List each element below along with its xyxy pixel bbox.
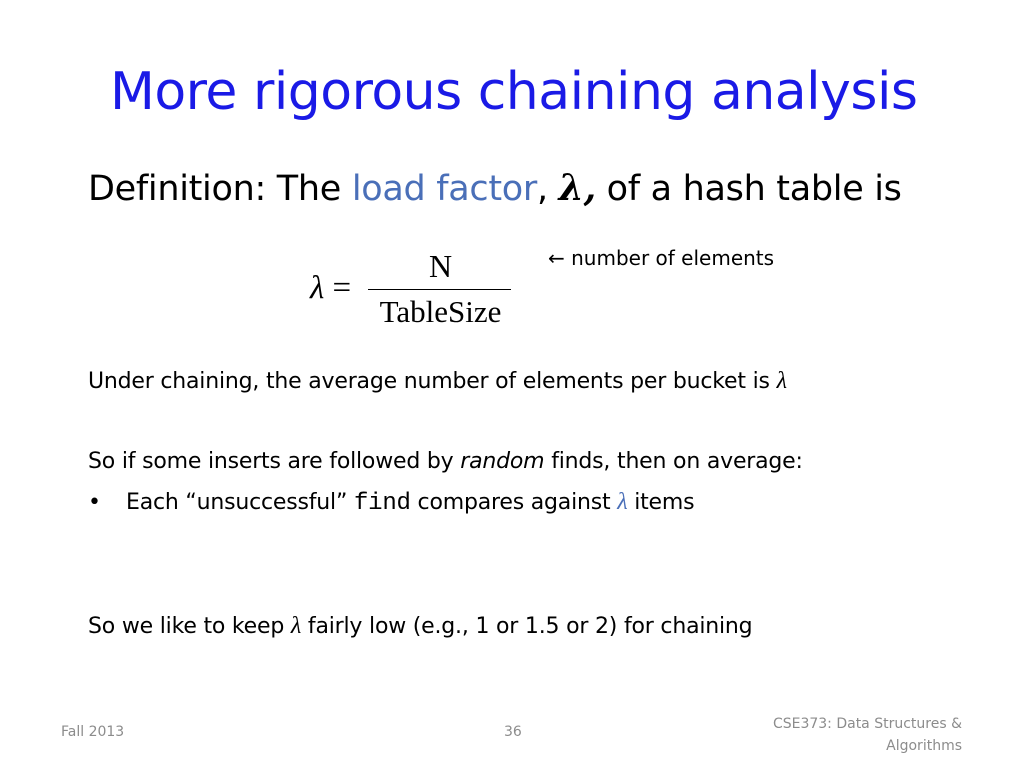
so-if-emphasis: random (460, 449, 545, 474)
definition-prefix: Definition: The (88, 169, 352, 209)
find-code: find (353, 490, 411, 517)
formula-numerator: N (428, 248, 453, 284)
fraction-bar (368, 289, 511, 290)
footer-course (773, 713, 962, 757)
footer-course-line1: CSE373: Data Structures & (772, 716, 962, 732)
load-factor-formula (310, 248, 520, 338)
lambda-symbol: λ, (558, 167, 596, 209)
bullet-item (88, 489, 694, 517)
bullet-post: items (627, 490, 695, 515)
so-if-post: finds, then on average: (544, 449, 803, 474)
left-arrow-icon: ← (548, 246, 565, 270)
keep-low-line (88, 613, 752, 640)
under-chaining-line (88, 368, 787, 395)
numerator-note (548, 246, 774, 270)
keep-pre: So we like to keep (88, 614, 291, 639)
definition-comma: , (537, 169, 559, 209)
formula-lambda: λ (310, 270, 325, 306)
formula-equals: = (324, 270, 352, 306)
bullet-mid: compares against (410, 490, 618, 515)
bullet-pre: Each “unsuccessful” (126, 490, 354, 515)
footer-course-line2: Algorithms (886, 738, 962, 754)
under-chaining-lambda: λ (776, 368, 787, 394)
numerator-note-text: number of elements (564, 246, 775, 270)
slide-title: More rigorous chaining analysis (110, 62, 918, 122)
definition-line (88, 167, 902, 209)
formula-denominator: TableSize (379, 294, 502, 329)
keep-lambda: λ (290, 613, 302, 639)
under-chaining-text: Under chaining, the average number of elements per bucket is (88, 369, 777, 394)
load-factor-term: load factor (351, 169, 537, 209)
definition-suffix: of a hash table is (595, 169, 902, 209)
footer-page-number: 36 (504, 724, 522, 740)
formula-lhs (310, 270, 351, 307)
so-if-pre: So if some inserts are followed by (88, 449, 461, 474)
so-if-line (88, 449, 803, 474)
footer-date: Fall 2013 (61, 724, 125, 740)
keep-post: fairly low (e.g., 1 or 1.5 or 2) for chaining (301, 614, 753, 639)
bullet-marker: • (88, 490, 101, 515)
bullet-lambda: λ (617, 489, 628, 515)
